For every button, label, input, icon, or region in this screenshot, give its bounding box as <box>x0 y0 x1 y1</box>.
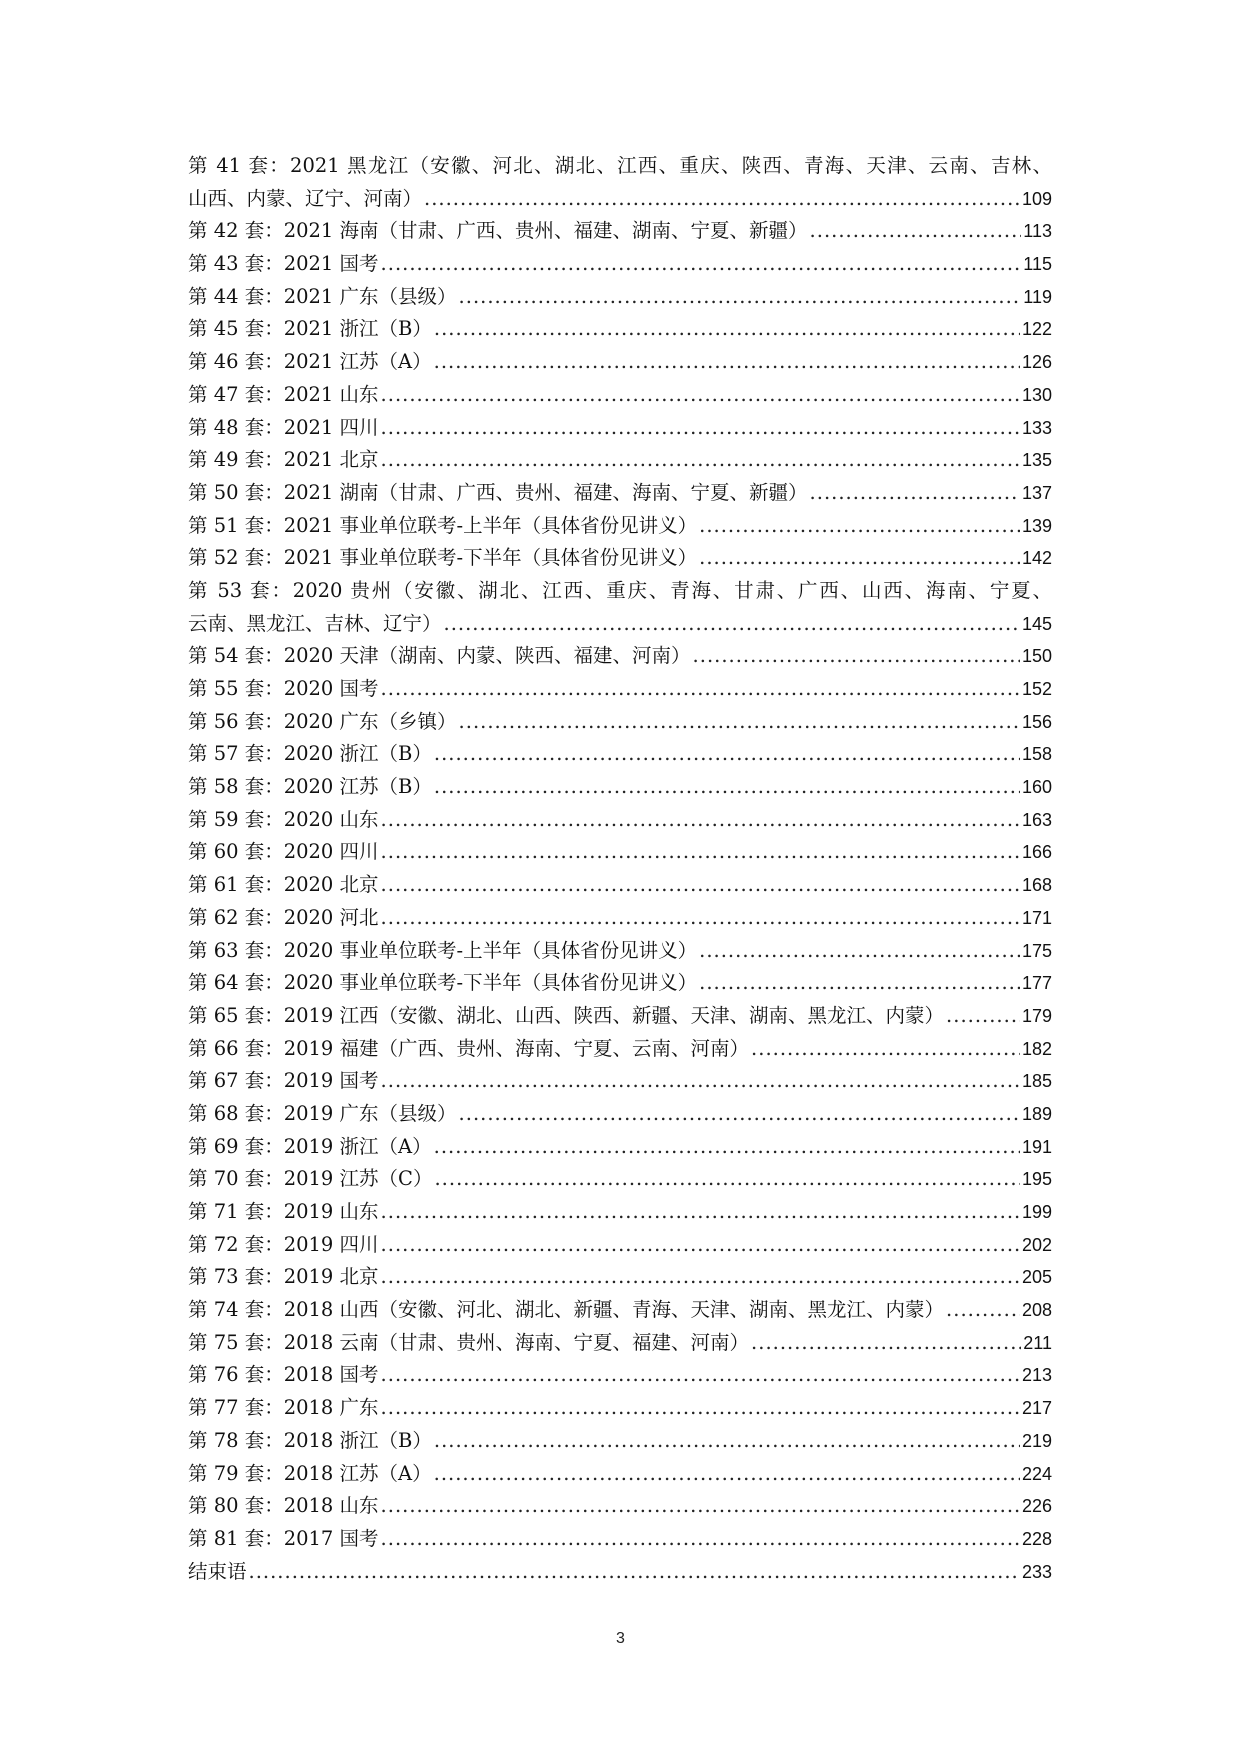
toc-entry-page: 113 <box>1023 221 1052 242</box>
dot-leader <box>434 1131 1020 1164</box>
toc-entry-title: 第 47 套：2021 山东 <box>188 382 379 406</box>
toc-entry-page: 213 <box>1021 1365 1052 1386</box>
toc-entry-title: 第 69 套：2019 浙江（A） <box>188 1134 432 1158</box>
toc-entry-title: 第 79 套：2018 江苏（A） <box>188 1461 432 1485</box>
toc-entry[interactable] <box>188 575 1052 640</box>
toc-entry-title: 第 77 套：2018 广东 <box>188 1396 379 1420</box>
toc-entry[interactable] <box>188 1556 1052 1589</box>
toc-entry[interactable] <box>188 771 1052 804</box>
toc-entry[interactable] <box>188 477 1052 510</box>
toc-entry[interactable] <box>188 346 1052 379</box>
toc-entry-title: 第 60 套：2020 四川 <box>188 840 379 864</box>
toc-entry-title: 第 46 套：2021 江苏（A） <box>188 350 432 374</box>
toc-entry-page: 211 <box>1023 1332 1052 1353</box>
toc-entry-title: 第 62 套：2020 河北 <box>188 905 379 929</box>
toc-entry-title: 第 72 套：2019 四川 <box>188 1232 379 1256</box>
toc-entry-page: 179 <box>1021 1005 1052 1026</box>
toc-entry-page: 119 <box>1023 286 1052 307</box>
toc-entry-title: 第 45 套：2021 浙江（B） <box>188 317 432 341</box>
toc-entry-page: 137 <box>1021 482 1052 503</box>
toc-entry-title: 第 57 套：2020 浙江（B） <box>188 742 432 766</box>
dot-leader <box>381 804 1020 837</box>
toc-entry[interactable] <box>188 412 1052 445</box>
toc-entry-page: 205 <box>1021 1267 1052 1288</box>
toc-entry-page: 199 <box>1021 1202 1052 1222</box>
toc-entry-page: 152 <box>1021 679 1052 699</box>
toc-entry[interactable] <box>188 1458 1052 1491</box>
toc-entry-title: 第 49 套：2021 北京 <box>188 448 379 472</box>
toc-entry-title: 第 80 套：2018 山东 <box>188 1494 379 1518</box>
dot-leader <box>699 935 1020 968</box>
toc-entry-page: 130 <box>1021 384 1052 405</box>
toc-entry-page: 158 <box>1021 744 1052 765</box>
dot-leader <box>693 640 1020 673</box>
dot-leader <box>381 1490 1020 1523</box>
dot-leader <box>249 1556 1020 1589</box>
toc-entry-page: 135 <box>1021 450 1052 471</box>
toc-entry-title: 第 76 套：2018 国考 <box>188 1363 379 1387</box>
dot-leader <box>459 1098 1020 1131</box>
dot-leader <box>381 248 1022 281</box>
dot-leader <box>434 1458 1020 1491</box>
dot-leader <box>381 1196 1020 1229</box>
dot-leader <box>381 1229 1020 1262</box>
toc-entry-title: 结束语 <box>188 1559 247 1583</box>
toc-entry-title: 第 64 套：2020 事业单位联考-下半年（具体省份见讲义） <box>188 971 698 995</box>
toc-entry-page: 175 <box>1021 940 1052 961</box>
toc-entry[interactable] <box>188 1196 1052 1229</box>
toc-entry[interactable] <box>188 935 1052 968</box>
toc-entry-title: 第 73 套：2019 北京 <box>188 1265 379 1289</box>
dot-leader <box>381 902 1020 935</box>
toc-entry[interactable] <box>188 1000 1052 1033</box>
toc-entry-page: 171 <box>1021 907 1052 928</box>
toc-entry-page: 185 <box>1021 1071 1052 1092</box>
toc-entry-page: 115 <box>1023 254 1052 275</box>
dot-leader <box>434 346 1020 379</box>
dot-leader <box>381 1359 1020 1392</box>
dot-leader <box>424 183 1020 216</box>
toc-entry-page: 145 <box>1021 613 1052 634</box>
toc-entry-page: 177 <box>1021 973 1052 994</box>
toc-entry-title: 第 48 套：2021 四川 <box>188 415 379 439</box>
dot-leader <box>381 444 1020 477</box>
toc-entry[interactable] <box>188 1327 1052 1360</box>
toc-entry-title: 第 61 套：2020 北京 <box>188 873 379 897</box>
toc-entry-page: 189 <box>1021 1103 1052 1124</box>
dot-leader <box>434 1163 1019 1196</box>
toc-entry[interactable] <box>188 804 1052 837</box>
dot-leader <box>381 1392 1020 1425</box>
toc-entry-page: 133 <box>1021 417 1052 438</box>
toc-entry[interactable] <box>188 248 1052 281</box>
toc-entry-title: 第 54 套：2020 天津（湖南、内蒙、陕西、福建、河南） <box>188 644 691 668</box>
toc-entry[interactable] <box>188 1033 1052 1066</box>
dot-leader <box>946 1000 1020 1033</box>
toc-entry[interactable] <box>188 510 1052 543</box>
toc-entry-page: 208 <box>1021 1300 1052 1321</box>
dot-leader <box>810 215 1022 248</box>
toc-entry-page: 109 <box>1021 188 1052 209</box>
dot-leader <box>381 869 1020 902</box>
toc-entry[interactable] <box>188 1392 1052 1425</box>
dot-leader <box>751 1033 1020 1066</box>
toc-entry[interactable] <box>188 1163 1052 1196</box>
table-of-contents <box>188 150 1052 1588</box>
toc-entry[interactable] <box>188 869 1052 902</box>
toc-entry-title: 第 71 套：2019 山东 <box>188 1200 379 1223</box>
dot-leader <box>699 542 1020 575</box>
toc-entry-page: 202 <box>1021 1234 1052 1255</box>
toc-entry[interactable] <box>188 150 1052 215</box>
toc-entry-page: 217 <box>1021 1398 1052 1419</box>
toc-entry-title: 第 51 套：2021 事业单位联考-上半年（具体省份见讲义） <box>188 513 698 537</box>
dot-leader <box>381 673 1020 706</box>
dot-leader <box>946 1294 1020 1327</box>
toc-entry[interactable] <box>188 1359 1052 1392</box>
toc-entry[interactable] <box>188 902 1052 935</box>
toc-entry-title: 第 74 套：2018 山西（安徽、河北、湖北、新疆、青海、天津、湖南、黑龙江、内蒙） <box>188 1298 945 1322</box>
dot-leader <box>434 313 1020 346</box>
toc-entry-title: 第 67 套：2019 国考 <box>188 1069 379 1093</box>
dot-leader <box>381 379 1020 412</box>
toc-entry[interactable] <box>188 281 1052 314</box>
toc-entry[interactable] <box>188 1490 1052 1523</box>
toc-entry[interactable] <box>188 1131 1052 1164</box>
page-number: 3 <box>616 1630 625 1647</box>
toc-entry-page: 195 <box>1021 1169 1052 1190</box>
toc-entry[interactable] <box>188 673 1052 706</box>
toc-entry[interactable] <box>188 1425 1052 1458</box>
toc-entry-title: 第 63 套：2020 事业单位联考-上半年（具体省份见讲义） <box>188 938 698 962</box>
toc-entry[interactable] <box>188 1065 1052 1098</box>
toc-entry-page: 228 <box>1021 1528 1052 1549</box>
toc-entry[interactable] <box>188 313 1052 346</box>
dot-leader <box>434 771 1020 804</box>
dot-leader <box>444 608 1020 641</box>
toc-entry[interactable] <box>188 1261 1052 1294</box>
dot-leader <box>459 281 1022 314</box>
toc-entry[interactable] <box>188 1294 1052 1327</box>
dot-leader <box>434 738 1020 771</box>
toc-entry[interactable] <box>188 1229 1052 1262</box>
toc-entry-title: 云南、黑龙江、吉林、辽宁） <box>188 611 442 635</box>
toc-entry-title: 第 68 套：2019 广东（县级） <box>188 1101 457 1125</box>
toc-entry-title: 山西、内蒙、辽宁、河南） <box>188 186 423 210</box>
toc-entry-page: 166 <box>1021 842 1052 863</box>
toc-entry-page: 226 <box>1021 1496 1052 1517</box>
toc-entry-title: 第 42 套：2021 海南（甘肃、广西、贵州、福建、湖南、宁夏、新疆） <box>188 219 808 243</box>
dot-leader <box>810 477 1020 510</box>
toc-entry[interactable] <box>188 836 1052 869</box>
dot-leader <box>381 1261 1020 1294</box>
toc-entry-title: 第 50 套：2021 湖南（甘肃、广西、贵州、福建、海南、宁夏、新疆） <box>188 480 808 504</box>
dot-leader <box>381 1523 1020 1556</box>
dot-leader <box>459 706 1020 739</box>
toc-entry-title: 第 59 套：2020 山东 <box>188 807 379 831</box>
toc-entry-title: 第 52 套：2021 事业单位联考-下半年（具体省份见讲义） <box>188 546 698 570</box>
dot-leader <box>381 1065 1020 1098</box>
toc-entry-title: 第 65 套：2019 江西（安徽、湖北、山西、陕西、新疆、天津、湖南、黑龙江、内蒙） <box>188 1003 945 1027</box>
toc-entry-page: 122 <box>1021 319 1052 340</box>
toc-entry[interactable] <box>188 542 1052 575</box>
dot-leader <box>751 1327 1021 1360</box>
dot-leader <box>699 967 1020 1000</box>
toc-entry-title: 第 55 套：2020 国考 <box>188 677 379 700</box>
dot-leader <box>381 412 1020 445</box>
toc-entry[interactable] <box>188 1523 1052 1556</box>
toc-entry[interactable] <box>188 215 1052 248</box>
toc-entry[interactable] <box>188 706 1052 739</box>
toc-entry-title: 第 70 套：2019 江苏（C） <box>188 1167 433 1191</box>
toc-entry-page: 139 <box>1021 515 1052 536</box>
dot-leader <box>434 1425 1020 1458</box>
dot-leader <box>699 510 1020 543</box>
toc-entry-page: 142 <box>1021 548 1052 569</box>
toc-entry-title: 第 43 套：2021 国考 <box>188 252 379 276</box>
toc-entry-page: 150 <box>1021 646 1052 667</box>
toc-entry[interactable] <box>188 444 1052 477</box>
toc-entry-page: 126 <box>1021 352 1052 373</box>
toc-entry[interactable] <box>188 967 1052 1000</box>
toc-entry-page: 182 <box>1021 1038 1052 1059</box>
toc-entry-page: 233 <box>1021 1561 1052 1582</box>
toc-entry-title: 第 66 套：2019 福建（广西、贵州、海南、宁夏、云南、河南） <box>188 1036 750 1060</box>
toc-entry-page: 224 <box>1021 1463 1052 1484</box>
toc-entry-page: 191 <box>1021 1136 1052 1157</box>
toc-entry-page: 163 <box>1021 809 1052 830</box>
toc-entry[interactable] <box>188 379 1052 412</box>
toc-entry[interactable] <box>188 738 1052 771</box>
toc-entry-title: 第 81 套：2017 国考 <box>188 1526 379 1550</box>
toc-entry-title-line: 第 41 套：2021 黑龙江（安徽、河北、湖北、江西、重庆、陕西、青海、天津、云南、吉林、 <box>188 154 1052 177</box>
toc-entry-page: 219 <box>1021 1430 1052 1451</box>
toc-entry-title: 第 58 套：2020 江苏（B） <box>188 775 432 799</box>
toc-entry-title: 第 56 套：2020 广东（乡镇） <box>188 709 457 733</box>
toc-entry-title: 第 44 套：2021 广东（县级） <box>188 284 457 308</box>
toc-entry-page: 168 <box>1021 875 1052 896</box>
toc-entry[interactable] <box>188 1098 1052 1131</box>
toc-entry-title-line: 第 53 套：2020 贵州（安徽、湖北、江西、重庆、青海、甘肃、广西、山西、海南、宁夏、 <box>188 578 1052 602</box>
toc-entry-page: 156 <box>1021 711 1052 732</box>
toc-entry-title: 第 75 套：2018 云南（甘肃、贵州、海南、宁夏、福建、河南） <box>188 1330 750 1354</box>
toc-entry-title: 第 78 套：2018 浙江（B） <box>188 1428 432 1452</box>
dot-leader <box>381 836 1020 869</box>
toc-entry[interactable] <box>188 640 1052 673</box>
toc-entry-page: 160 <box>1021 777 1052 798</box>
